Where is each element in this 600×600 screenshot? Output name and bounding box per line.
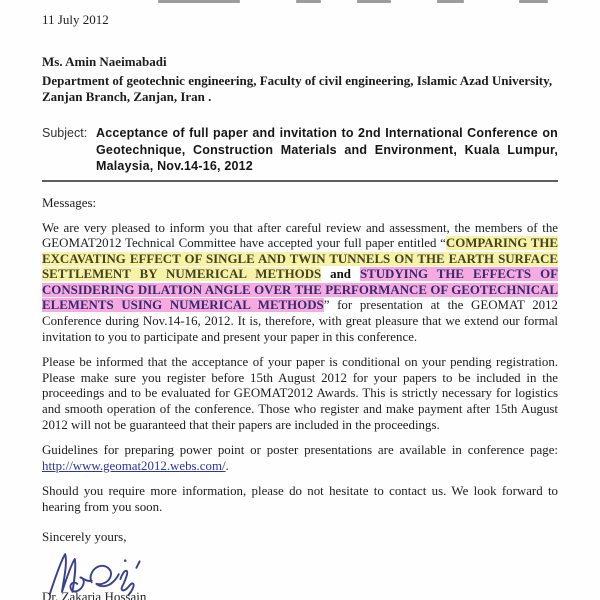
letterhead-mark bbox=[158, 0, 240, 3]
letterhead-mark bbox=[519, 0, 548, 3]
title-connector: and bbox=[321, 267, 360, 282]
letterhead-mark bbox=[437, 0, 464, 3]
letterhead-mark bbox=[357, 0, 391, 3]
paragraph-registration: Please be informed that the acceptance of your paper is conditional on your pending registration. Please make sure you register before 15th August 2012 for your papers to be included in the proceedings and to be evaluated for GEOMAT2012 Awards. This is strictly necessary for logistics and smooth operation of the conference. Those who register and make payment after 15th August 2012 will not be guaranteed that their papers are included in the proceedings. bbox=[42, 355, 558, 432]
letterhead-mark bbox=[296, 0, 321, 3]
letter-date: 11 July 2012 bbox=[42, 12, 109, 27]
paper-title-2-highlighted: STUDYING THE EFFECTS OF CONSIDERING DILATION ANGLE OVER THE PERFORMANCE OF GEOTECHNICAL ELEMENTS USING NUMERICAL METHODS bbox=[42, 267, 558, 313]
closing-salutation: Sincerely yours, bbox=[42, 528, 127, 544]
paragraph-acceptance-outro: ” for presentation at the GEOMAT 2012 Conference during Nov.14-16, 2012. It is, therefore, with great pleasure that we extend our formal invitation to you to participate and present your paper in this conference. bbox=[42, 298, 558, 344]
recipient-address-line1: Department of geotechnic engineering, Faculty of civil engineering, Islamic Azad University, bbox=[42, 73, 553, 88]
guidelines-text: Guidelines for preparing power point or poster presentations are available in conference page: bbox=[42, 443, 558, 458]
guidelines-period: . bbox=[225, 458, 229, 473]
paragraph-acceptance-intro: We are very pleased to inform you that after careful review and assessment, the members of the GEOMAT2012 Technical Committee have accepted your full paper entitled “ bbox=[42, 220, 558, 251]
subject-block bbox=[42, 125, 558, 175]
signer-name-cropped: Dr. Zakaria Hossain bbox=[42, 589, 147, 600]
recipient-block bbox=[42, 54, 558, 105]
paragraph-acceptance bbox=[42, 221, 558, 346]
recipient-address-line2: Zanjan Branch, Zanjan, Iran . bbox=[42, 89, 212, 104]
conference-page-link[interactable]: http://www.geomat2012.webs.com/ bbox=[42, 458, 226, 473]
subject-text: Acceptance of full paper and invitation to 2nd International Conference on Geotechnique, Construction Materials and Environment, Kuala Lumpur, Malaysia, Nov.14-16, 2012 bbox=[96, 126, 558, 173]
recipient-name: Ms. Amin Naeimabadi bbox=[42, 54, 167, 69]
paragraph-contact: Should you require more information, please do not hesitate to contact us. We look forward to hearing from you soon. bbox=[42, 484, 558, 514]
subject-label: Subject: bbox=[42, 126, 88, 140]
subject-divider bbox=[42, 180, 558, 182]
messages-label: Messages: bbox=[42, 194, 97, 210]
paper-title-1-highlighted: COMPARING THE EXCAVATING EFFECT OF SINGLE AND TWIN TUNNELS ON THE EARTH SURFACE SETTLEMENT BY NUMERICAL METHODS bbox=[42, 236, 558, 282]
paragraph-guidelines bbox=[42, 443, 558, 474]
